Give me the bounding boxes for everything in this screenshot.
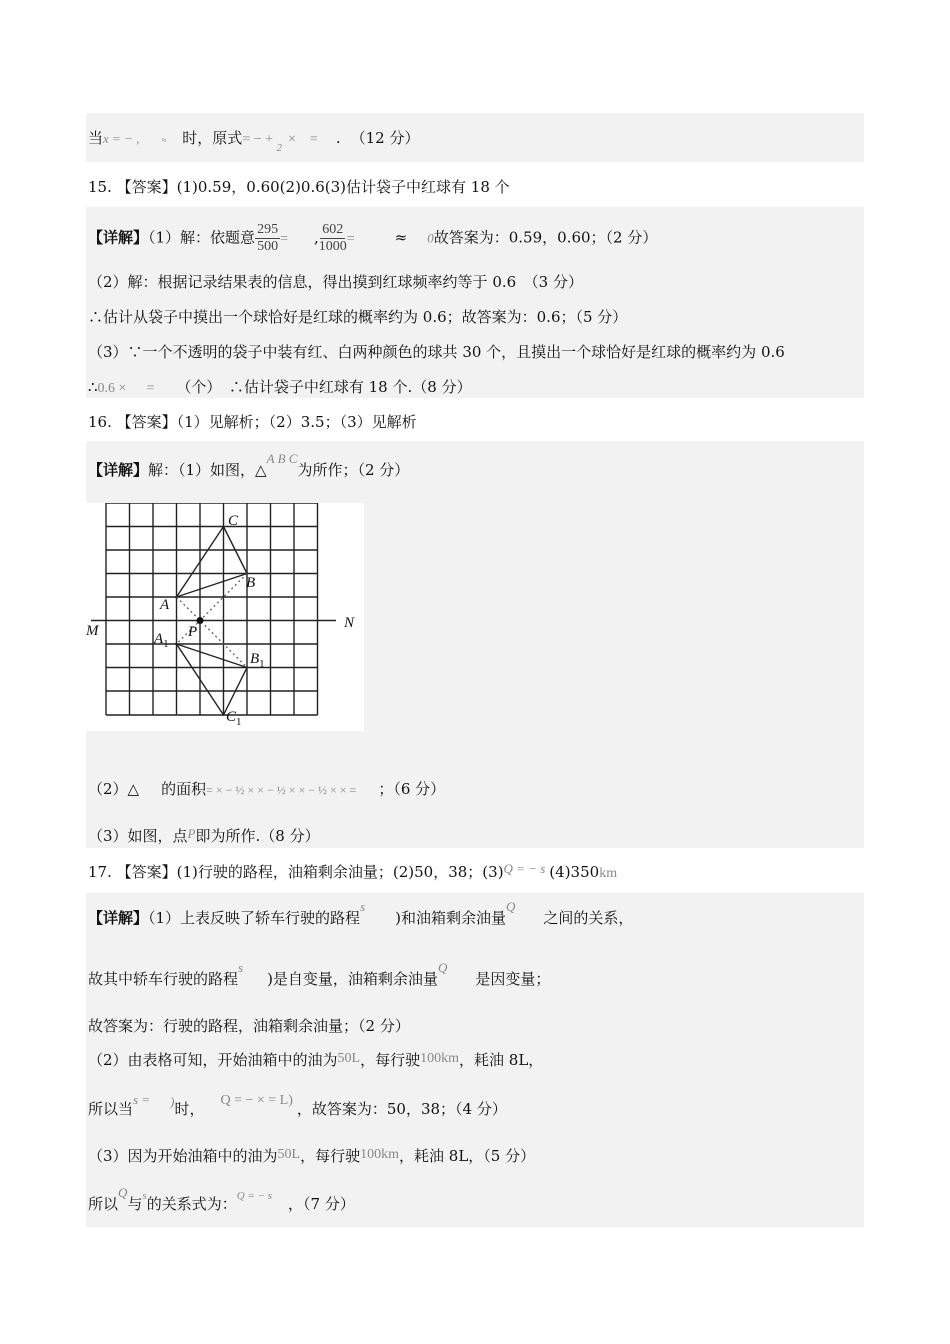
q17-answer: 17. 【答案】(1)行驶的路程，油箱剩余油量；(2)50，38；(3)Q = − s (4)350km bbox=[88, 861, 618, 881]
q17-detail-5: 所以当s = )时， Q = − × = L) ，故答案为：50，38；（4 分） bbox=[88, 1092, 507, 1118]
detail-label: 【详解】 bbox=[88, 461, 149, 479]
coordinate-grid-figure bbox=[86, 503, 364, 731]
p14-frag: ≈ bbox=[161, 135, 167, 145]
q15-answer: 15. 【答案】(1)0.59，0.60(2)0.6(3)估计袋子中红球有 18 个 bbox=[88, 178, 510, 196]
fraction-295-500: $\frac{295}{500}$ bbox=[257, 222, 279, 254]
label-b1: $B_1$ bbox=[250, 651, 265, 670]
q17-detail-7: 所以Q与$^s$的关系式为：$^{Q = - s}$ ，（7 分） bbox=[88, 1185, 355, 1213]
q15-detail-3: ∴估计从袋子中摸出一个球恰好是红球的概率约为 0.6；故答案为：0.6；（5 分） bbox=[88, 308, 628, 326]
label-c: C bbox=[228, 513, 239, 529]
q15-detail-2: （2）解：根据记录结果表的信息，得出摸到红球频率约等于 0.6 （3 分） bbox=[88, 273, 583, 291]
q15-detail-5: ∴0.6 × = （个） ∴估计袋子中红球有 18 个.（8 分） bbox=[88, 378, 472, 396]
q15-detail-1: 【详解】（1）解：依题意 $\frac{295}{500}$ = , $\frac{602}{1000}$ = ≈ 0故答案为：0.59，0.60；（2 分） bbox=[88, 222, 658, 254]
detail-label: 【详解】 bbox=[88, 909, 149, 927]
q17-detail-1: 【详解】（1）上表反映了轿车行驶的路程s)和油箱剩余油量Q之间的关系， bbox=[88, 899, 634, 927]
label-a: A bbox=[160, 597, 170, 613]
label-a1: $A_1$ bbox=[154, 631, 169, 650]
p14-x-expr: x = − , bbox=[103, 131, 140, 146]
q16-detail-3: （3）如图，点P即为所作.（8 分） bbox=[88, 826, 320, 845]
label-c1: $C_1$ bbox=[226, 709, 242, 728]
label-n: N bbox=[344, 615, 355, 631]
q16-answer: 16. 【答案】（1）见解析；（2）3.5；（3）见解析 bbox=[88, 413, 417, 431]
fraction-602-1000: $\frac{602}{1000}$ bbox=[318, 222, 347, 254]
q17-detail-2: 故其中轿车行驶的路程s)是自变量，油箱剩余油量Q是因变量； bbox=[88, 960, 551, 988]
point-p bbox=[197, 617, 204, 624]
q16-detail-1: 【详解】解：（1）如图，△A B C为所作；（2 分） bbox=[88, 451, 410, 479]
q15-detail-4: （3）∵一个不透明的袋子中装有红、白两种颜色的球共 30 个，且摸出一个球恰好是红球的概率约为 0.6 bbox=[88, 343, 785, 361]
p14-line: 当x = − , ≈ 时，原式= − + $_2$× = . （12 分） bbox=[88, 129, 420, 154]
q17-detail-3: 故答案为：行驶的路程，油箱剩余油量；（2 分） bbox=[88, 1017, 410, 1035]
label-m: M bbox=[86, 623, 99, 639]
q17-detail-4: （2）由表格可知，开始油箱中的油为50L，每行驶100km，耗油 8L， bbox=[88, 1051, 544, 1069]
q16-detail-2: （2）△ 的面积= × − ½ × × − ½ × × − ½ × × = ；（6 分） bbox=[88, 780, 446, 798]
label-p: P bbox=[188, 624, 198, 640]
detail-label: 【详解】 bbox=[88, 228, 149, 247]
label-b: B bbox=[246, 575, 256, 591]
p14-score: （12 分） bbox=[350, 129, 420, 147]
q17-detail-6: （3）因为开始油箱中的油为50L，每行驶100km，耗油 8L，（5 分） bbox=[88, 1147, 536, 1165]
